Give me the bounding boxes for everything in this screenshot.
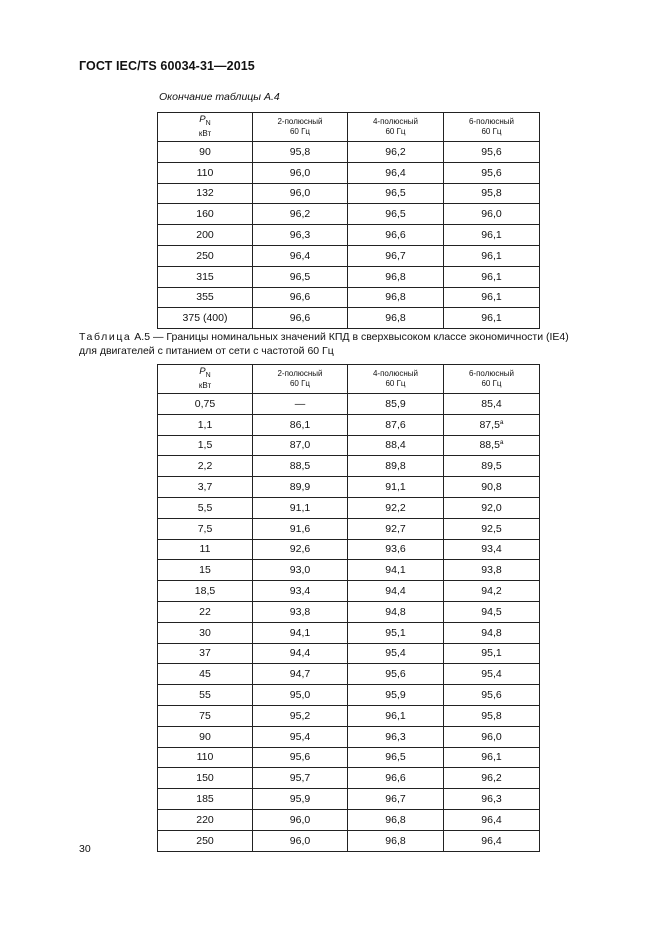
power-cell: 1,5	[158, 435, 253, 456]
power-cell: 200	[158, 225, 253, 246]
table-row	[158, 287, 540, 308]
power-cell: 75	[158, 705, 253, 726]
efficiency-cell: 95,8	[253, 142, 348, 163]
header-pn	[158, 113, 253, 142]
table-a5-body	[158, 394, 540, 852]
efficiency-cell: 93,0	[253, 560, 348, 581]
table-row	[158, 266, 540, 287]
table-row	[158, 809, 540, 830]
footnote-mark: a	[499, 418, 504, 426]
efficiency-cell: 95,9	[253, 789, 348, 810]
efficiency-cell: 94,4	[348, 581, 444, 602]
table-row	[158, 560, 540, 581]
table-row	[158, 581, 540, 602]
efficiency-cell: 96,7	[348, 245, 444, 266]
efficiency-cell: 96,5	[253, 266, 348, 287]
efficiency-cell: 95,8	[444, 705, 540, 726]
table-row	[158, 601, 540, 622]
power-cell: 3,7	[158, 477, 253, 498]
efficiency-cell: 95,6	[444, 142, 540, 163]
power-cell: 22	[158, 601, 253, 622]
power-cell: 55	[158, 685, 253, 706]
table-row	[158, 539, 540, 560]
efficiency-cell: 95,4	[348, 643, 444, 664]
efficiency-cell: 96,2	[348, 142, 444, 163]
efficiency-cell: 94,4	[253, 643, 348, 664]
power-cell: 250	[158, 245, 253, 266]
efficiency-cell: 96,0	[253, 809, 348, 830]
efficiency-cell: 96,0	[444, 726, 540, 747]
efficiency-cell: 95,6	[444, 162, 540, 183]
pn-unit: кВт	[198, 128, 212, 138]
power-cell: 2,2	[158, 456, 253, 477]
efficiency-cell: 96,5	[348, 747, 444, 768]
efficiency-cell: 95,8	[444, 183, 540, 204]
efficiency-cell: 88,5	[253, 456, 348, 477]
power-cell: 110	[158, 747, 253, 768]
efficiency-cell: 96,4	[348, 162, 444, 183]
table-row	[158, 747, 540, 768]
efficiency-cell: 96,4	[444, 809, 540, 830]
table-a5-caption-text: А.5 — Границы номинальных значений КПД в сверхвысоком классе экономичности (IE4) для двигателей с питанием от сети с частотой 60 Гц	[79, 331, 569, 357]
efficiency-cell: 95,0	[253, 685, 348, 706]
table-row	[158, 435, 540, 456]
table-row	[158, 142, 540, 163]
efficiency-cell: 96,8	[348, 266, 444, 287]
power-cell: 90	[158, 142, 253, 163]
efficiency-cell: 96,8	[348, 287, 444, 308]
efficiency-cell: 92,0	[444, 497, 540, 518]
efficiency-cell: 89,8	[348, 456, 444, 477]
efficiency-cell: 95,1	[348, 622, 444, 643]
pn-symbol: $P_N$	[199, 366, 211, 379]
header-pn	[158, 365, 253, 394]
efficiency-cell: 96,1	[444, 308, 540, 329]
efficiency-cell: 96,5	[348, 204, 444, 225]
table-row	[158, 245, 540, 266]
power-cell: 160	[158, 204, 253, 225]
efficiency-cell: 96,8	[348, 830, 444, 851]
table-a4-header-row	[158, 113, 540, 142]
power-cell: 132	[158, 183, 253, 204]
table-a5-caption-label: Таблица	[79, 331, 132, 343]
pn-symbol: $P_N$	[199, 114, 211, 127]
power-cell: 185	[158, 789, 253, 810]
table-a5-header-row	[158, 365, 540, 394]
efficiency-cell: 96,0	[253, 183, 348, 204]
power-cell: 0,75	[158, 394, 253, 415]
efficiency-cell: 91,1	[253, 497, 348, 518]
power-cell: 45	[158, 664, 253, 685]
efficiency-cell: 92,7	[348, 518, 444, 539]
efficiency-cell: 94,8	[444, 622, 540, 643]
efficiency-cell: 96,8	[348, 809, 444, 830]
efficiency-cell: 96,1	[348, 705, 444, 726]
efficiency-cell: 93,4	[253, 581, 348, 602]
efficiency-cell: 96,0	[444, 204, 540, 225]
power-cell: 1,1	[158, 414, 253, 435]
efficiency-cell: 96,3	[444, 789, 540, 810]
table-row	[158, 477, 540, 498]
efficiency-cell: 93,4	[444, 539, 540, 560]
efficiency-cell: 88,5$^a$	[444, 435, 540, 456]
power-cell: 7,5	[158, 518, 253, 539]
power-cell: 15	[158, 560, 253, 581]
efficiency-cell: 96,1	[444, 266, 540, 287]
efficiency-cell: 96,8	[348, 308, 444, 329]
efficiency-cell: 96,7	[348, 789, 444, 810]
efficiency-cell: 95,2	[253, 705, 348, 726]
efficiency-cell: 94,5	[444, 601, 540, 622]
table-row	[158, 830, 540, 851]
efficiency-cell: 94,1	[348, 560, 444, 581]
table-row	[158, 204, 540, 225]
header-6-pole: 6-полюсный 60 Гц	[444, 365, 540, 394]
efficiency-cell: 89,9	[253, 477, 348, 498]
table-row	[158, 768, 540, 789]
efficiency-cell: 96,3	[348, 726, 444, 747]
table-row	[158, 308, 540, 329]
table-row	[158, 685, 540, 706]
efficiency-cell: 94,7	[253, 664, 348, 685]
table-a4	[157, 112, 540, 329]
efficiency-cell: 95,4	[253, 726, 348, 747]
power-cell: 355	[158, 287, 253, 308]
efficiency-cell: 87,5$^a$	[444, 414, 540, 435]
efficiency-cell: 91,1	[348, 477, 444, 498]
efficiency-cell: 93,8	[253, 601, 348, 622]
efficiency-cell: 87,0	[253, 435, 348, 456]
efficiency-cell: 95,1	[444, 643, 540, 664]
efficiency-cell: 96,6	[253, 308, 348, 329]
efficiency-cell: 96,0	[253, 162, 348, 183]
efficiency-cell: 96,1	[444, 245, 540, 266]
efficiency-cell: 96,4	[253, 245, 348, 266]
header-6-pole: 6-полюсный 60 Гц	[444, 113, 540, 142]
efficiency-cell: 96,6	[348, 225, 444, 246]
efficiency-cell: 95,6	[348, 664, 444, 685]
efficiency-cell: 92,6	[253, 539, 348, 560]
efficiency-cell: 95,7	[253, 768, 348, 789]
efficiency-cell: 91,6	[253, 518, 348, 539]
table-row	[158, 162, 540, 183]
efficiency-cell: 85,4	[444, 394, 540, 415]
table-row	[158, 789, 540, 810]
table-a5-caption	[79, 331, 584, 358]
efficiency-cell: 96,2	[444, 768, 540, 789]
efficiency-cell: 95,4	[444, 664, 540, 685]
pn-unit: кВт	[198, 380, 212, 390]
efficiency-cell: 92,2	[348, 497, 444, 518]
header-4-pole: 4-полюсный 60 Гц	[348, 113, 444, 142]
page-number: 30	[79, 843, 91, 855]
efficiency-cell: 86,1	[253, 414, 348, 435]
table-a5	[157, 364, 540, 852]
table-row	[158, 394, 540, 415]
efficiency-cell: 96,6	[348, 768, 444, 789]
header-2-pole: 2-полюсный 60 Гц	[253, 113, 348, 142]
power-cell: 250	[158, 830, 253, 851]
efficiency-cell: 96,1	[444, 225, 540, 246]
efficiency-cell: 95,6	[444, 685, 540, 706]
table-row	[158, 183, 540, 204]
table-row	[158, 518, 540, 539]
document-header: ГОСТ IEC/TS 60034-31—2015	[79, 59, 255, 73]
table-row	[158, 705, 540, 726]
power-cell: 375 (400)	[158, 308, 253, 329]
header-4-pole: 4-полюсный 60 Гц	[348, 365, 444, 394]
efficiency-cell: 92,5	[444, 518, 540, 539]
efficiency-cell: 96,3	[253, 225, 348, 246]
efficiency-cell: 93,8	[444, 560, 540, 581]
power-cell: 11	[158, 539, 253, 560]
header-2-pole: 2-полюсный 60 Гц	[253, 365, 348, 394]
table-row	[158, 497, 540, 518]
efficiency-cell: 94,8	[348, 601, 444, 622]
efficiency-cell: 87,6	[348, 414, 444, 435]
efficiency-cell: 96,1	[444, 747, 540, 768]
efficiency-cell: 95,6	[253, 747, 348, 768]
efficiency-cell: 88,4	[348, 435, 444, 456]
efficiency-cell: 96,5	[348, 183, 444, 204]
table-row	[158, 456, 540, 477]
table-a4-body	[158, 142, 540, 329]
power-cell: 5,5	[158, 497, 253, 518]
table-row	[158, 664, 540, 685]
table-row	[158, 622, 540, 643]
power-cell: 150	[158, 768, 253, 789]
power-cell: 315	[158, 266, 253, 287]
efficiency-cell: 89,5	[444, 456, 540, 477]
efficiency-cell: 95,9	[348, 685, 444, 706]
table-row	[158, 225, 540, 246]
efficiency-cell: 96,0	[253, 830, 348, 851]
power-cell: 18,5	[158, 581, 253, 602]
efficiency-cell: 96,2	[253, 204, 348, 225]
table-row	[158, 414, 540, 435]
efficiency-cell: 94,1	[253, 622, 348, 643]
efficiency-cell: 85,9	[348, 394, 444, 415]
power-cell: 90	[158, 726, 253, 747]
efficiency-cell: 90,8	[444, 477, 540, 498]
efficiency-cell: 94,2	[444, 581, 540, 602]
power-cell: 37	[158, 643, 253, 664]
power-cell: 30	[158, 622, 253, 643]
efficiency-cell: —	[253, 394, 348, 415]
table-row	[158, 726, 540, 747]
efficiency-cell: 96,4	[444, 830, 540, 851]
power-cell: 220	[158, 809, 253, 830]
footnote-mark: a	[499, 439, 504, 447]
efficiency-cell: 96,1	[444, 287, 540, 308]
table-row	[158, 643, 540, 664]
table-a4-continuation-caption: Окончание таблицы А.4	[159, 91, 280, 103]
power-cell: 110	[158, 162, 253, 183]
efficiency-cell: 96,6	[253, 287, 348, 308]
efficiency-cell: 93,6	[348, 539, 444, 560]
